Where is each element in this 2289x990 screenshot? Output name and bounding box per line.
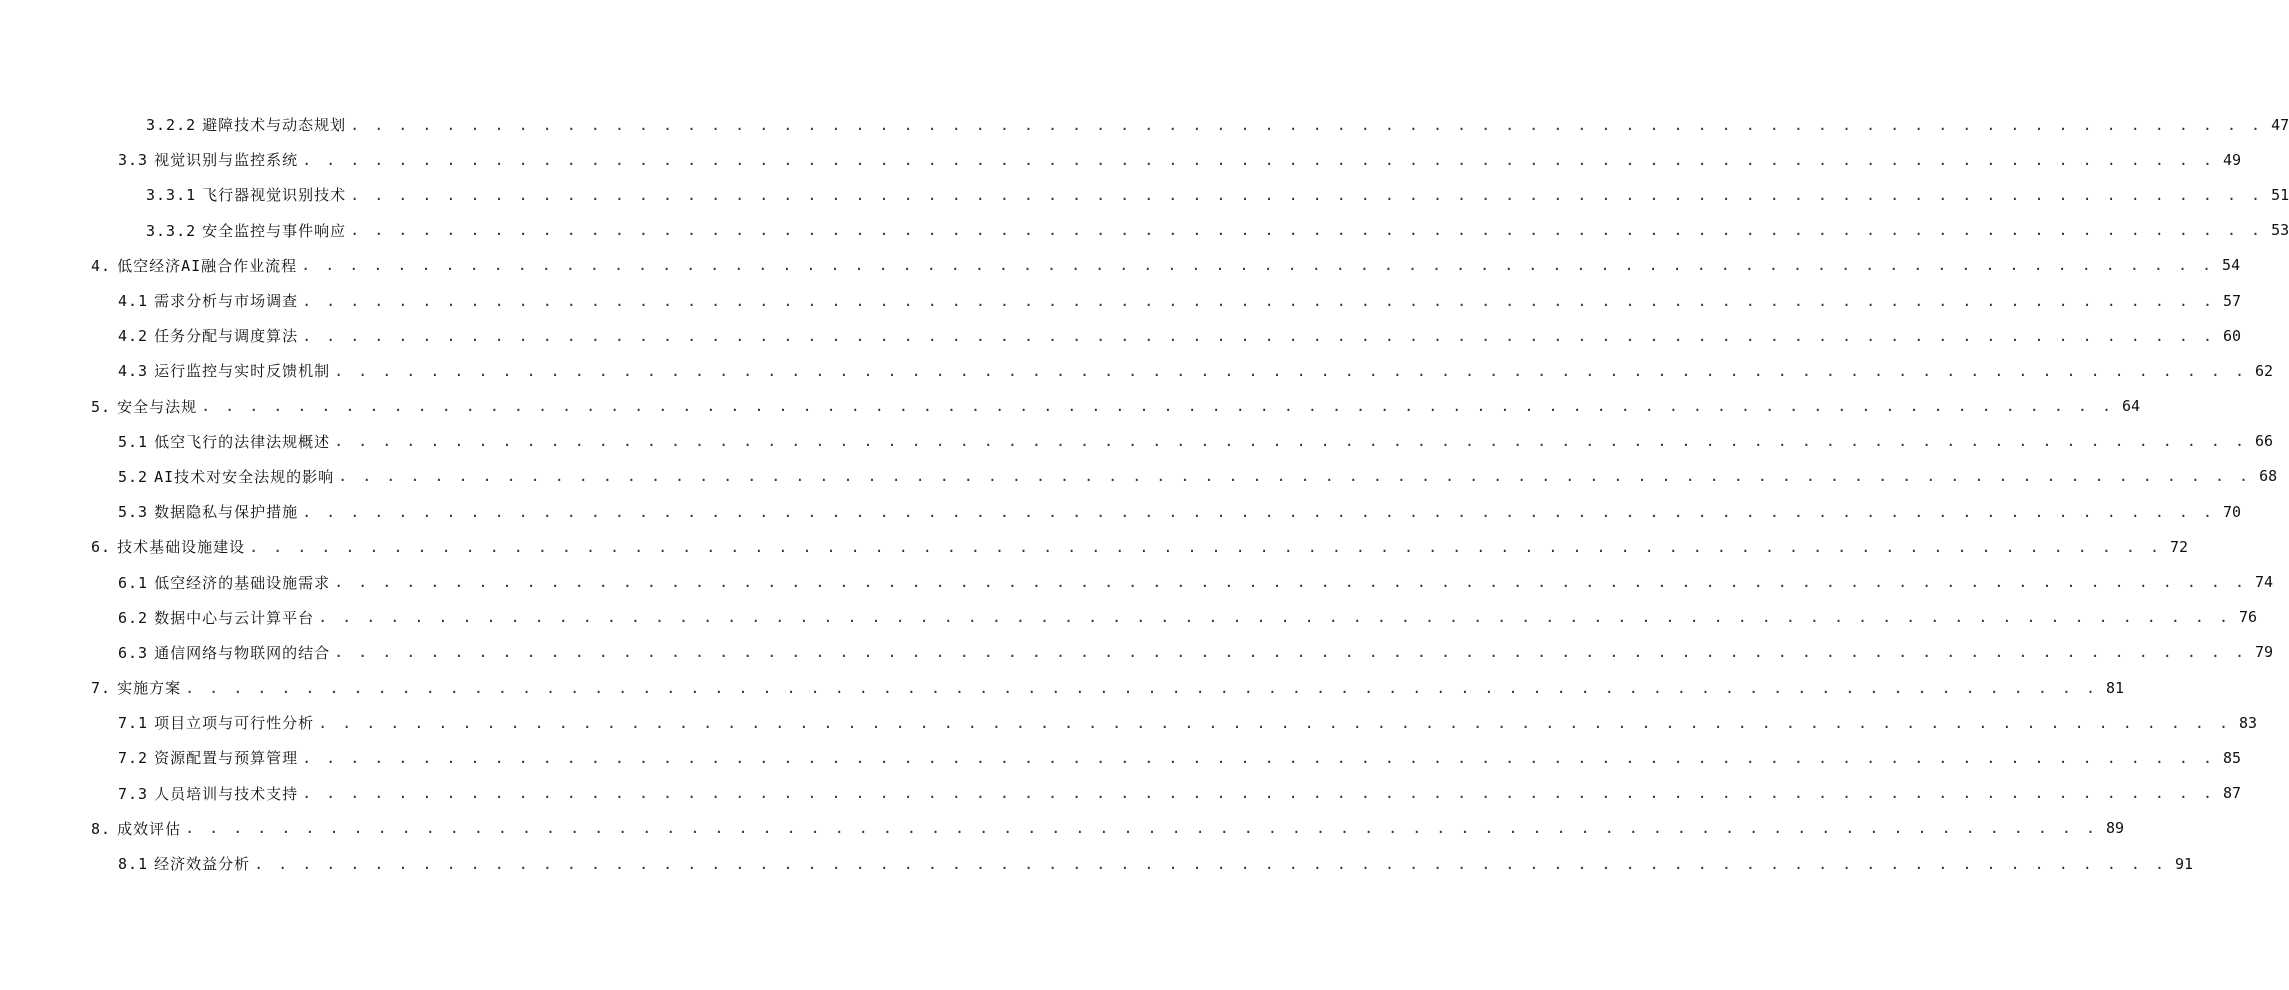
dot-leader: . . . . . . . . . . . . . . . . . . . . . . . . . . . . . . . . . . . . . . . . . . . . . . . . . . . . . . . . . . . . . . . . . . . . . . . . . . . . . . . . <box>334 361 2248 380</box>
toc-entry-page-number: 47 <box>2271 115 2289 134</box>
toc-entry-number: 8. <box>91 819 112 838</box>
toc-entry-page-number: 68 <box>2259 467 2278 486</box>
toc-entry-title: 运行监控与实时反馈机制 <box>154 362 331 381</box>
toc-entry-page-number: 57 <box>2223 291 2242 310</box>
toc-entry[interactable] <box>0 494 2242 529</box>
toc-entry-title: 避障技术与动态规划 <box>202 116 347 135</box>
toc-entry-title: 技术基础设施建设 <box>117 538 246 557</box>
toc-entry-heading <box>118 853 254 874</box>
toc-entry[interactable] <box>0 670 2125 705</box>
toc-entry-number: 6.2 <box>118 608 149 627</box>
toc-entry-number: 6.3 <box>118 643 149 662</box>
toc-entry[interactable] <box>0 424 2274 459</box>
toc-entry-heading <box>118 501 302 522</box>
toc-entry-heading <box>118 431 334 452</box>
dot-leader: . . . . . . . . . . . . . . . . . . . . . . . . . . . . . . . . . . . . . . . . . . . . . . . . . . . . . . . . . . . . . . . . . . . . . . . . . . . . . . . . <box>334 432 2248 451</box>
toc-entry-title: 安全监控与事件响应 <box>202 221 347 240</box>
toc-entry-heading <box>118 783 302 804</box>
dot-leader: . . . . . . . . . . . . . . . . . . . . . . . . . . . . . . . . . . . . . . . . . . . . . . . . . . . . . . . . . . . . . . . . . . . . . . . . . . . . . . . . <box>318 713 2232 732</box>
dot-leader: . . . . . . . . . . . . . . . . . . . . . . . . . . . . . . . . . . . . . . . . . . . . . . . . . . . . . . . . . . . . . . . . . . . . . . . . . . . . . . . . <box>201 397 2114 416</box>
toc-entry-number: 6.1 <box>118 573 149 592</box>
toc-entry-title: 需求分析与市场调查 <box>154 292 299 311</box>
toc-entry-heading <box>118 712 318 733</box>
toc-entry-title: 视觉识别与监控系统 <box>154 151 299 170</box>
toc-entry-heading <box>118 607 318 628</box>
toc-entry-title: 数据中心与云计算平台 <box>154 608 315 627</box>
toc-entry-title: 低空飞行的法律法规概述 <box>154 432 331 451</box>
dot-leader: . . . . . . . . . . . . . . . . . . . . . . . . . . . . . . . . . . . . . . . . . . . . . . . . . . . . . . . . . . . . . . . . . . . . . . . . . . . . . . . . <box>302 784 2216 803</box>
toc-entry-number: 4.2 <box>118 327 149 346</box>
toc-entry-title: 成效评估 <box>117 819 182 838</box>
toc-entry-page-number: 54 <box>2222 256 2241 275</box>
toc-entry-title: AI技术对安全法规的影响 <box>154 467 335 486</box>
toc-entry[interactable] <box>0 107 2289 142</box>
toc-entry-number: 4. <box>91 256 112 275</box>
toc-entry-title: 数据隐私与保护措施 <box>154 503 299 522</box>
dot-leader: . . . . . . . . . . . . . . . . . . . . . . . . . . . . . . . . . . . . . . . . . . . . . . . . . . . . . . . . . . . . . . . . . . . . . . . . . . . . . . . . <box>350 185 2264 204</box>
toc-entry-number: 5.3 <box>118 503 149 522</box>
toc-entry[interactable] <box>0 283 2242 318</box>
toc-entry-title: 人员培训与技术支持 <box>154 784 299 803</box>
toc-entry-number: 3.3 <box>118 151 149 170</box>
toc-entry[interactable] <box>0 740 2242 775</box>
toc-entry-page-number: 89 <box>2105 819 2125 838</box>
toc-entry-page-number: 60 <box>2223 326 2242 345</box>
table-of-contents <box>0 107 2289 881</box>
toc-entry[interactable] <box>0 213 2289 248</box>
toc-entry-heading <box>118 360 334 381</box>
toc-entry[interactable] <box>0 564 2274 599</box>
toc-entry-title: 资源配置与预算管理 <box>154 749 299 768</box>
toc-entry-title: 项目立项与可行性分析 <box>154 714 315 733</box>
dot-leader: . . . . . . . . . . . . . . . . . . . . . . . . . . . . . . . . . . . . . . . . . . . . . . . . . . . . . . . . . . . . . . . . . . . . . . . . . . . . . . . . <box>185 678 2098 697</box>
dot-leader: . . . . . . . . . . . . . . . . . . . . . . . . . . . . . . . . . . . . . . . . . . . . . . . . . . . . . . . . . . . . . . . . . . . . . . . . . . . . . . . . <box>302 748 2216 767</box>
toc-entry-number: 6. <box>91 538 112 557</box>
toc-entry-number: 3.3.1 <box>146 186 197 205</box>
dot-leader: . . . . . . . . . . . . . . . . . . . . . . . . . . . . . . . . . . . . . . . . . . . . . . . . . . . . . . . . . . . . . . . . . . . . . . . . . . . . . . . . <box>350 115 2264 134</box>
toc-entry-heading <box>118 149 302 170</box>
toc-entry-heading <box>146 220 350 241</box>
toc-entry-page-number: 53 <box>2271 221 2289 240</box>
toc-entry-heading <box>146 184 350 205</box>
toc-entry-heading <box>118 572 334 593</box>
toc-entry-page-number: 76 <box>2239 608 2258 627</box>
dot-leader: . . . . . . . . . . . . . . . . . . . . . . . . . . . . . . . . . . . . . . . . . . . . . . . . . . . . . . . . . . . . . . . . . . . . . . . . . . . . . . . . <box>338 467 2252 486</box>
toc-entry[interactable] <box>0 389 2141 424</box>
toc-entry-number: 3.2.2 <box>146 116 197 135</box>
dot-leader: . . . . . . . . . . . . . . . . . . . . . . . . . . . . . . . . . . . . . . . . . . . . . . . . . . . . . . . . . . . . . . . . . . . . . . . . . . . . . . . . <box>301 256 2215 275</box>
toc-entry-page-number: 79 <box>2255 643 2274 662</box>
toc-entry-number: 7. <box>91 679 112 698</box>
dot-leader: . . . . . . . . . . . . . . . . . . . . . . . . . . . . . . . . . . . . . . . . . . . . . . . . . . . . . . . . . . . . . . . . . . . . . . . . . . . . . . . . <box>302 502 2216 521</box>
toc-entry[interactable] <box>0 705 2258 740</box>
toc-entry-title: 实施方案 <box>117 679 182 698</box>
toc-entry-page-number: 66 <box>2255 432 2274 451</box>
toc-entry-page-number: 72 <box>2169 537 2189 556</box>
toc-entry-page-number: 70 <box>2223 502 2242 521</box>
toc-entry-heading <box>118 325 302 346</box>
toc-entry-number: 4.1 <box>118 292 149 311</box>
toc-entry-title: 低空经济AI融合作业流程 <box>117 256 298 275</box>
toc-entry-page-number: 85 <box>2223 748 2242 767</box>
toc-entry-number: 5.2 <box>118 467 149 486</box>
toc-entry-heading <box>91 536 249 557</box>
dot-leader: . . . . . . . . . . . . . . . . . . . . . . . . . . . . . . . . . . . . . . . . . . . . . . . . . . . . . . . . . . . . . . . . . . . . . . . . . . . . . . . . <box>334 573 2248 592</box>
toc-entry-title: 经济效益分析 <box>154 855 251 874</box>
dot-leader: . . . . . . . . . . . . . . . . . . . . . . . . . . . . . . . . . . . . . . . . . . . . . . . . . . . . . . . . . . . . . . . . . . . . . . . . . . . . . . . . <box>318 608 2232 627</box>
toc-entry[interactable] <box>0 248 2241 283</box>
toc-entry-heading <box>118 290 302 311</box>
toc-entry-heading <box>146 114 350 135</box>
toc-entry-heading <box>118 642 334 663</box>
toc-entry-heading <box>91 396 201 417</box>
toc-entry[interactable] <box>0 142 2242 177</box>
dot-leader: . . . . . . . . . . . . . . . . . . . . . . . . . . . . . . . . . . . . . . . . . . . . . . . . . . . . . . . . . . . . . . . . . . . . . . . . . . . . . . . . <box>249 537 2162 556</box>
dot-leader: . . . . . . . . . . . . . . . . . . . . . . . . . . . . . . . . . . . . . . . . . . . . . . . . . . . . . . . . . . . . . . . . . . . . . . . . . . . . . . . . <box>185 819 2098 838</box>
toc-entry-title: 安全与法规 <box>117 397 198 416</box>
toc-entry-heading <box>91 677 185 698</box>
toc-entry-title: 通信网络与物联网的结合 <box>154 643 331 662</box>
toc-entry-title: 任务分配与调度算法 <box>154 327 299 346</box>
toc-entry[interactable] <box>0 776 2242 811</box>
toc-entry-page-number: 49 <box>2223 150 2242 169</box>
toc-entry-heading <box>91 255 301 276</box>
toc-entry-number: 7.2 <box>118 749 149 768</box>
toc-entry-heading <box>118 466 338 487</box>
toc-entry[interactable] <box>0 177 2289 212</box>
toc-entry[interactable] <box>0 635 2274 670</box>
toc-entry[interactable] <box>0 811 2125 846</box>
toc-entry[interactable] <box>0 529 2189 564</box>
toc-entry-number: 5.1 <box>118 432 149 451</box>
dot-leader: . . . . . . . . . . . . . . . . . . . . . . . . . . . . . . . . . . . . . . . . . . . . . . . . . . . . . . . . . . . . . . . . . . . . . . . . . . . . . . . . <box>350 221 2264 240</box>
toc-entry-title: 飞行器视觉识别技术 <box>202 186 347 205</box>
toc-entry[interactable] <box>0 600 2258 635</box>
toc-entry[interactable] <box>0 353 2274 388</box>
toc-entry-page-number: 64 <box>2121 397 2141 416</box>
toc-entry-number: 3.3.2 <box>146 221 197 240</box>
toc-entry-heading <box>118 747 302 768</box>
toc-entry-page-number: 51 <box>2271 185 2289 204</box>
toc-entry-page-number: 81 <box>2105 678 2125 697</box>
toc-entry-number: 5. <box>91 397 112 416</box>
toc-entry[interactable] <box>0 318 2242 353</box>
toc-entry-number: 7.3 <box>118 784 149 803</box>
toc-entry-page-number: 91 <box>2175 854 2194 873</box>
dot-leader: . . . . . . . . . . . . . . . . . . . . . . . . . . . . . . . . . . . . . . . . . . . . . . . . . . . . . . . . . . . . . . . . . . . . . . . . . . . . . . . . <box>334 643 2248 662</box>
toc-entry-heading <box>91 818 185 839</box>
dot-leader: . . . . . . . . . . . . . . . . . . . . . . . . . . . . . . . . . . . . . . . . . . . . . . . . . . . . . . . . . . . . . . . . . . . . . . . . . . . . . . . . <box>254 854 2168 873</box>
toc-entry-page-number: 83 <box>2239 713 2258 732</box>
toc-entry-title: 低空经济的基础设施需求 <box>154 573 331 592</box>
toc-entry-page-number: 62 <box>2255 361 2274 380</box>
dot-leader: . . . . . . . . . . . . . . . . . . . . . . . . . . . . . . . . . . . . . . . . . . . . . . . . . . . . . . . . . . . . . . . . . . . . . . . . . . . . . . . . <box>302 291 2216 310</box>
toc-entry-page-number: 74 <box>2255 573 2274 592</box>
toc-entry[interactable] <box>0 459 2278 494</box>
toc-entry-number: 4.3 <box>118 362 149 381</box>
dot-leader: . . . . . . . . . . . . . . . . . . . . . . . . . . . . . . . . . . . . . . . . . . . . . . . . . . . . . . . . . . . . . . . . . . . . . . . . . . . . . . . . <box>302 150 2216 169</box>
toc-entry-number: 8.1 <box>118 855 149 874</box>
dot-leader: . . . . . . . . . . . . . . . . . . . . . . . . . . . . . . . . . . . . . . . . . . . . . . . . . . . . . . . . . . . . . . . . . . . . . . . . . . . . . . . . <box>302 326 2216 345</box>
toc-entry[interactable] <box>0 846 2194 881</box>
toc-entry-number: 7.1 <box>118 714 149 733</box>
toc-entry-page-number: 87 <box>2223 784 2242 803</box>
